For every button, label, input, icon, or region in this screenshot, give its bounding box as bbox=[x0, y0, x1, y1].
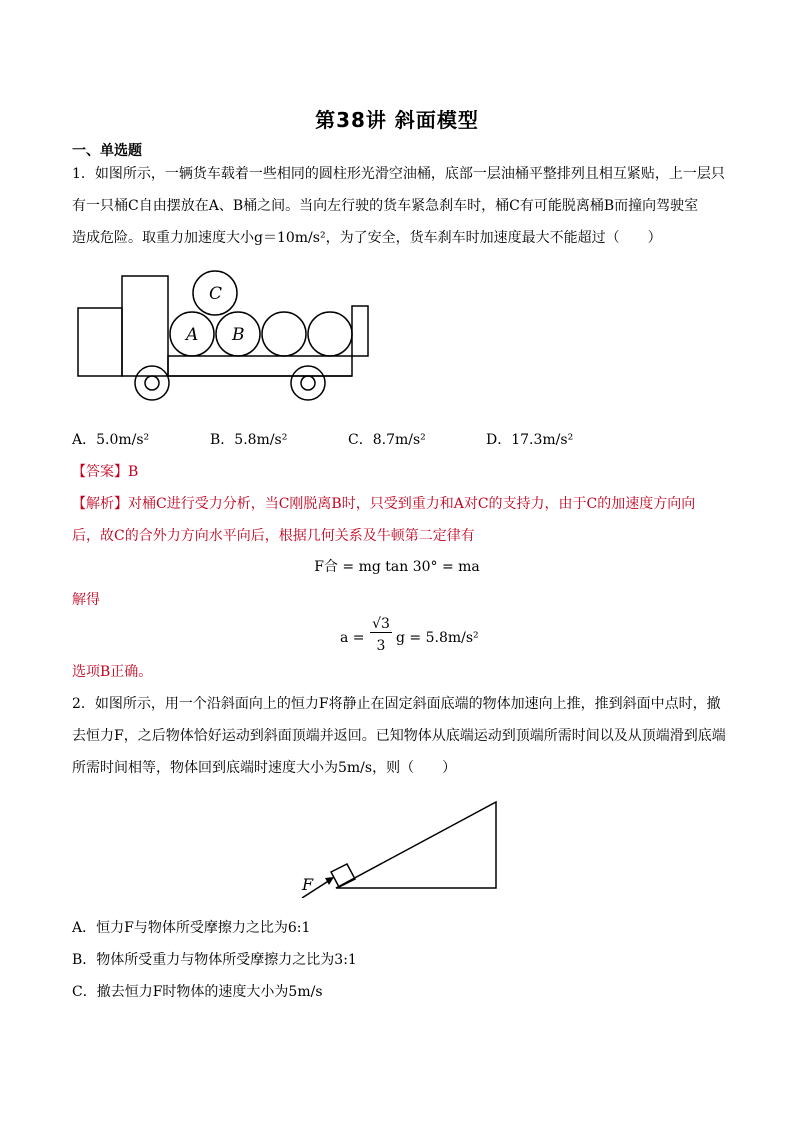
q2-stem-line1: 2．如图所示，用一个沿斜面向上的恒力F将静止在固定斜面底端的物体加速向上推，推到斜面中点时，撤 bbox=[72, 696, 721, 712]
q2-option-a: A．恒力F与物体所受摩擦力之比为6:1 bbox=[72, 920, 311, 936]
formula-2-right: g = 5.8m/s² bbox=[396, 630, 479, 646]
label-a: A bbox=[186, 325, 199, 345]
barrel-3 bbox=[262, 312, 306, 356]
q2-option-c: C．撤去恒力F时物体的速度大小为5m/s bbox=[72, 984, 323, 1000]
truck-cab bbox=[122, 276, 168, 376]
truck-diagram bbox=[76, 268, 376, 403]
q2-option-b: B．物体所受重力与物体所受摩擦力之比为3:1 bbox=[72, 952, 357, 968]
q1-option-b: B．5.8m/s² bbox=[210, 432, 288, 448]
q2-stem-line3: 所需时间相等，物体回到底端时速度大小为5m/s，则（ ） bbox=[72, 760, 457, 776]
formula-2-numerator: √3 bbox=[370, 616, 392, 633]
q1-answer bbox=[72, 462, 138, 482]
truck-tailgate bbox=[352, 306, 368, 356]
barrel-4 bbox=[308, 312, 352, 356]
q1-conclusion: 选项B正确。 bbox=[72, 664, 153, 680]
q1-option-a: A．5.0m/s² bbox=[72, 432, 150, 448]
wheel-front bbox=[135, 366, 169, 400]
q1-option-c: C．8.7m/s² bbox=[348, 432, 426, 448]
incline-slope bbox=[336, 802, 496, 888]
solve-label: 解得 bbox=[72, 592, 100, 608]
answer-label: 【答案】 bbox=[72, 464, 128, 480]
formula-2-denominator: 3 bbox=[376, 638, 386, 654]
page-title: 第38讲 斜面模型 bbox=[315, 108, 479, 132]
q1-stem-line1: 1．如图所示，一辆货车载着一些相同的圆柱形光滑空油桶，底部一层油桶平整排列且相互紧贴，上一层只 bbox=[72, 166, 725, 182]
q1-stem-line2: 有一只桶C自由摆放在A、B桶之间。当向左行驶的货车紧急刹车时，桶C有可能脱离桶B而撞向驾驶室 bbox=[72, 198, 699, 214]
q2-stem-line2: 去恒力F，之后物体恰好运动到斜面顶端并返回。已知物体从底端运动到顶端所需时间以及从顶端滑到底端 bbox=[72, 728, 726, 744]
force-label: F bbox=[302, 875, 314, 894]
force-arrowhead bbox=[325, 877, 334, 885]
analysis-label: 【解析】 bbox=[72, 496, 128, 512]
answer-value: B bbox=[128, 464, 139, 480]
analysis-text-1: 对桶C进行受力分析，当C刚脱离B时，只受到重力和A对C的支持力，由于C的加速度方向向 bbox=[128, 496, 696, 512]
label-b: B bbox=[232, 325, 245, 345]
truck-cab-front bbox=[78, 308, 122, 376]
formula-1: F合 = mg tan 30° = ma bbox=[314, 559, 480, 575]
label-c: C bbox=[209, 284, 223, 304]
incline-diagram bbox=[296, 798, 502, 898]
wheel-rear bbox=[291, 366, 325, 400]
q1-analysis-line2: 后，故C的合外力方向水平向后，根据几何关系及牛顿第二定律有 bbox=[72, 528, 475, 544]
q1-option-d: D．17.3m/s² bbox=[486, 432, 574, 448]
section-heading: 一、单选题 bbox=[72, 143, 142, 159]
truck-bed bbox=[168, 356, 352, 376]
q1-analysis-line1 bbox=[72, 494, 695, 514]
formula-2-left: a = bbox=[340, 630, 365, 646]
q1-stem-line3: 造成危险。取重力加速度大小g＝10m/s²，为了安全，货车刹车时加速度最大不能超过（ ） bbox=[72, 230, 662, 246]
